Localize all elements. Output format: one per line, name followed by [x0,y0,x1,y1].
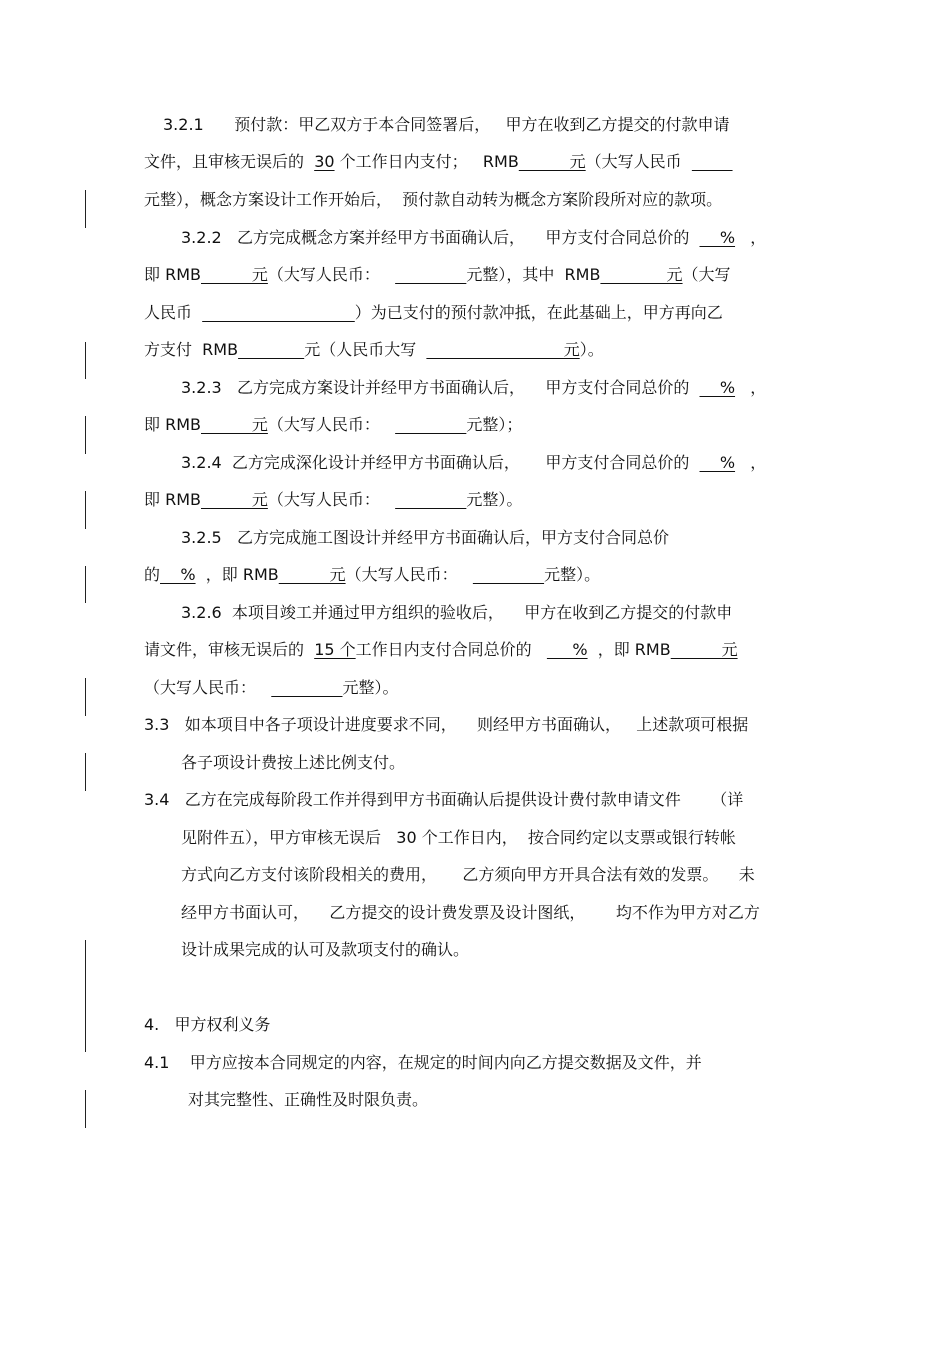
text-segment: 的 [144,565,161,584]
text-segment: 3.2.6 本项目竣工并通过甲方组织的验收后， 甲方在收到乙方提交的付款申 [181,603,733,622]
text-segment: 3.2.3 乙方完成方案设计并经甲方书面确认后， 甲方支付合同总价的 [181,378,700,397]
text-segment: （大写人民币： [267,415,396,434]
text-line [144,790,743,810]
text-segment: （大写人民币： [345,565,473,584]
revision-bar [85,416,86,454]
text-line [181,453,766,473]
text-line [181,753,405,773]
text-segment: 对其完整性、正确性及时限负责。 [188,1090,429,1109]
text-line [144,340,604,360]
text-segment: 3.2.1 预付款：甲乙双方于本合同签署后， 甲方在收到乙方提交的付款申请 [163,115,730,134]
text-segment: 设计成果完成的认可及款项支付的确认。 [181,940,470,959]
fill-in-blank [473,565,544,584]
text-segment: 方式向乙方支付该阶段相关的费用， 乙方须向甲方开具合法有效的发票。 未 [181,865,755,884]
text-segment: 元整），概念方案设计工作开始后， 预付款自动转为概念方案阶段所对应的款项。 [144,190,723,209]
revision-bar [85,566,86,603]
fill-in-blank [395,490,466,509]
text-segment: ，即 RMB [195,565,279,584]
fill-in-blank: 元 [201,490,268,509]
fill-in-blank: 元 [600,265,683,284]
fill-in-blank: 元 [670,640,738,659]
text-segment: 文件，且审核无误后的 [144,152,315,171]
text-line [144,1053,702,1073]
text-line [144,152,733,172]
text-segment: （大写人民币： [144,678,272,697]
text-line [144,490,522,510]
text-segment: 3.3 如本项目中各子项设计进度要求不同， 则经甲方书面确认， 上述款项可根据 [144,715,749,734]
revision-bar [85,491,86,529]
fill-in-blank [271,678,342,697]
revision-bar [85,753,86,791]
text-line [144,265,731,285]
revision-bar [85,678,86,716]
fill-in-blank: 元 [201,265,268,284]
text-line [144,565,600,585]
text-segment: （大写人民币 [585,152,692,171]
text-segment: 4. 甲方权利义务 [144,1015,271,1034]
text-segment: 请文件，审核无误后的 [144,640,315,659]
fill-in-blank [238,340,304,359]
text-segment: ， [735,378,767,397]
text-line [181,865,755,885]
text-segment: 3.2.5 乙方完成施工图设计并经甲方书面确认后，甲方支付合同总价 [181,528,669,547]
text-segment: 3.4 乙方在完成每阶段工作并得到甲方书面确认后提供设计费付款申请文件 （详 [144,790,744,809]
fill-in-blank [395,415,466,434]
text-line [188,1090,428,1110]
fill-in-blank: % [546,640,588,659]
revision-bar [85,1090,86,1128]
fill-in-blank: % [699,378,736,397]
text-line [181,228,766,248]
text-line [181,903,760,923]
text-segment: 经甲方书面认可， 乙方提交的设计费发票及设计图纸， 均不作为甲方对乙方 [181,903,760,922]
text-line [144,303,723,323]
text-line [163,115,730,135]
fill-in-blank: % [699,453,736,472]
text-segment: 元整）； [466,415,523,434]
text-segment: 工作日内支付合同总价的 [355,640,547,659]
fill-in-blank: 元 [201,415,268,434]
text-line [144,715,748,735]
text-segment: 即 RMB [144,490,201,509]
fill-in-blank [692,152,733,171]
text-line [181,603,732,623]
fill-in-blank: % [699,228,736,247]
text-line [144,678,398,698]
text-line [144,1015,271,1035]
text-segment: 3.2.2 乙方完成概念方案并经甲方书面确认后， 甲方支付合同总价的 [181,228,700,247]
text-segment: 即 RMB [144,265,201,284]
text-segment: ）为已支付的预付款冲抵，在此基础上，甲方再向乙 [354,303,723,322]
fill-in-blank: 15 个 [314,640,356,659]
text-segment: ）。 [579,340,604,359]
revision-bar [85,190,86,228]
text-segment: 人民币 [144,303,203,322]
text-segment: 方支付 RMB [144,340,239,359]
text-line [181,528,669,548]
text-segment: 个工作日内支付； RMB [334,152,519,171]
revision-bar [85,342,86,379]
text-segment: ， [735,453,767,472]
text-segment: 元整）。 [466,490,523,509]
fill-in-blank [395,265,466,284]
text-line [144,640,738,660]
text-segment: 见附件五），甲方审核无误后 30 个工作日内， 按合同约定以支票或银行转帐 [181,828,736,847]
text-segment: 元整）。 [342,678,399,697]
text-line [144,190,722,210]
fill-in-blank: 元 [426,340,580,359]
text-line [181,940,469,960]
text-segment: （大写人民币： [267,490,396,509]
text-segment: 即 RMB [144,415,201,434]
revision-bar [85,940,86,1052]
fill-in-blank: 30 [314,152,335,171]
text-segment: 元（人民币大写 [304,340,427,359]
text-segment: 各子项设计费按上述比例支付。 [181,753,406,772]
text-segment: ，即 RMB [587,640,671,659]
text-line [181,828,736,848]
text-segment: 4.1 甲方应按本合同规定的内容，在规定的时间内向乙方提交数据及文件，并 [144,1053,702,1072]
fill-in-blank [202,303,355,322]
text-segment: 3.2.4 乙方完成深化设计并经甲方书面确认后， 甲方支付合同总价的 [181,453,700,472]
text-segment: （大写人民币： [267,265,396,284]
fill-in-blank: % [160,565,196,584]
text-segment: 元整），其中 RMB [466,265,601,284]
text-segment: 元整）。 [544,565,601,584]
text-line [181,378,766,398]
fill-in-blank: 元 [518,152,586,171]
fill-in-blank: 元 [278,565,346,584]
text-segment: （大写 [682,265,731,284]
text-segment: ， [735,228,767,247]
text-line [144,415,522,435]
